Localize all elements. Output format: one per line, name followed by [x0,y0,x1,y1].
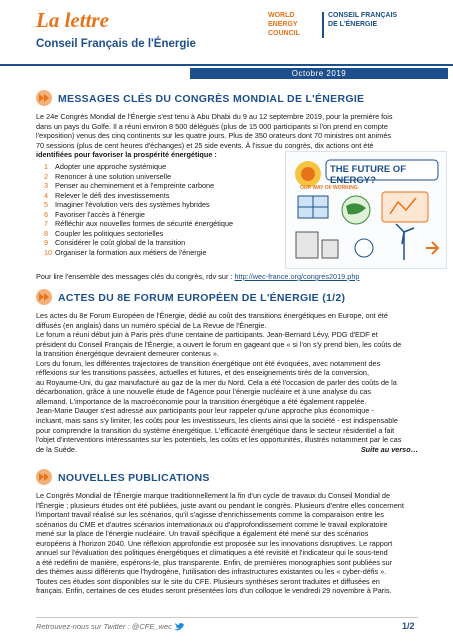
section3-title: NOUVELLES PUBLICATIONS [58,472,210,484]
section1-intro-line: dans un pays du Golfe. Il a réuni environ 8 500 délégués (plus de 15 000 participants si l'on prend en compte [36,121,388,131]
section2-line: décarbonation, grâce à une nouvelle étude de l'Agence pour l'énergie nucléaire et à une analyse du cas [36,387,372,397]
arrow-icon [426,242,438,254]
illustration-title: THE FUTURE OF ENERGY? [330,164,406,186]
section2-line: incluant, mais sans s'y limiter, les coûts pour les investisseurs, les clients ainsi que la société - est indispensable [36,416,398,426]
section3-line: l'important travail réalisé sur les scénarios, qu'il s'agisse d'enrichissements comme la comparaison entre les [36,510,384,520]
section1-intro-line: Le 24e Congrès Mondial de l'Énergie s'est tenu à Abu Dhabi du 9 au 12 septembre 2019, pour la première fois [36,112,393,121]
section2-line: de la Suède. Suite au verso… [36,444,418,454]
section2-line: allemand. L'importance de la macroéconomie pour la transition énergétique a été également rappelée. [36,396,367,406]
newsletter-title: La lettre [36,8,109,32]
section2-line: président du Conseil Français de l'Énergie, a ouvert le forum en gageant que « si l'on s'y prend bien, les coûts de [36,339,402,349]
illustration-subtitle: OUR WAY OF WORKING [300,185,358,191]
section2-title: ACTES DU 8E FORUM EUROPÉEN DE L'ÉNERGIE (1/2) [58,292,346,304]
section2-line: au Royaume-Uni, du gaz manufacturé au gaz de la mer du Nord. Cela a été l'occasion de parler des coûts de la [36,377,397,387]
section1-intro-line: identifiées pour favoriser la prospérité énergétique : [36,150,217,160]
list-item: 2 Renoncer à une solution universelle [44,171,172,181]
issue-date: Octobre 2019 [190,68,448,79]
list-item: 6 Favoriser l'accès à l'énergie [44,209,145,219]
logo-separator [322,12,324,38]
logo-line-2: ENERGY [268,21,298,28]
page-number: 1/2 [402,621,415,631]
list-item: 8 Coupler les politiques sectorielles [44,228,164,238]
person-icon [355,239,373,257]
twitter-footer-text: Retrouvez-nous sur Twitter : @CFE_wec [36,622,172,631]
twitter-bird-icon[interactable] [174,623,184,631]
list-item: 10 Organiser la formation aux métiers de l'énergie [44,247,207,257]
section3-line: Toutes ces études sont disponibles sur le site du CFE. Plusieurs synthèses seront traduites et diffusées en [36,576,380,586]
logo-line-1: WORLD [268,12,295,19]
section1-intro-line: l'exposition) venus des cinq continents sur les quatre jours. Plus de 350 orateurs dont 70 ministres ont animés [36,131,392,141]
section3-line: annuel sur l'évaluation des politiques énergétiques et climatiques a été revisité et l'indicateur qui le sous-tend [36,548,388,558]
section3-line: l'Énergie ; plusieurs études ont été publiées, juste avant ou pendant le congrès. Plusieurs d'entre elles concernent [36,500,404,510]
section2-line: Les actes du 8e Forum Européen de l'Énergie, dédié au coût des transitions énergétiques en Europe, ont été [36,311,388,320]
section2-line: Lors du forum, les différentes trajectoires de transition énergétique ont été évoquées, avec notamment des [36,358,381,368]
section3-body [36,491,418,596]
list-item: 9 Considérer le coût global de la transition [44,238,186,247]
double-chevron-right-icon [36,289,52,305]
section3-line: des thèmes aussi différents que l'hydrogène, l'utilisation des infrastructures existantes ou les « cyber-défis ». [36,567,387,577]
list-item: 5 Imaginer l'évolution vers des systèmes hybrides [44,200,210,209]
section2-line: Jean-Marie Dauger s'est adressé aux participants pour leur rappeler qu'une approche plus économique - [36,406,374,416]
logo-org-line-2: DE L'ÉNERGIE [328,21,378,28]
future-of-energy-illustration [285,151,447,269]
logo-org-line-1: CONSEIL FRANÇAIS [328,12,398,19]
section1-footer-text: Pour lire l'ensemble des messages clés du congrès, rdv sur : [36,272,235,281]
continued-note: Suite au verso… [360,444,418,454]
section2-line: diffusés (en anglais) dans un numéro spécial de La Revue de l'Énergie. [36,320,267,330]
section3-line: a été redéfini de manière, espérons-le, plus transparente. Enfin, de premières monographies sont publiées sur [36,557,393,567]
twitter-footer [36,622,184,631]
section2-line: pour comprendre la transition du système énergétique. L'efficacité énergétique dans le secteur résidentiel a fait [36,425,395,435]
double-chevron-right-icon [36,469,52,485]
section2-line: Le forum a réuni début juin à Paris près d'une centaine de participants. Jean-Bernard Lévy, PDG d'EDF et [36,330,378,340]
section2-line: l'objet d'interventions intéressantes sur les potentiels, les coûts et les opportunités, illustrés notamment par le cas [36,435,402,445]
double-chevron-right-icon [36,90,52,106]
section2-line: la transition énergétique devraient demeurer contenus ». [36,349,219,359]
section1-title: MESSAGES CLÉS DU CONGRÈS MONDIAL DE L'ÉNERGIE [58,93,365,105]
section3-line: scénarios du CME et d'autres scénarios internationaux ou d'approfondissement comme le travail exploratoire [36,519,388,529]
section1-intro-line: 70 sessions (plus de cent heures d'échanges) et 25 side events. À l'issue du congrès, dix actions ont été [36,140,374,150]
section2-line: réflexions sur les transitions passées, actuelles et futures, et des enseignements tirés de la conversion, [36,368,369,378]
section1-footer [36,272,418,282]
congress-link[interactable]: http://wec-france.org/congres2019.php [234,272,360,281]
list-item: 1 Adopter une approche systémique [44,162,167,171]
list-item: 4 Relever le défi des investissements [44,190,170,200]
newsletter-subtitle: Conseil Français de l'Énergie [36,38,196,50]
actions-list [44,162,284,257]
wec-logo [268,12,436,54]
footer-divider [36,617,418,618]
section2-body [36,311,418,454]
list-item: 3 Penser au cheminement et à l'empreinte carbone [44,181,215,190]
section3-line: français. Enfin, certaines de ces études seront présentées lors d'un colloque le vendredi 29 novembre à Paris. [36,586,392,596]
section3-line: mené sur la place de l'énergie nucléaire. Un travail spécifique a également été mené sur des scénarios [36,529,369,539]
list-item: 7 Réfléchir aux nouvelles formes de sécurité énergétique [44,219,234,228]
logo-line-3: COUNCIL [268,30,300,37]
building-icon [296,232,318,258]
section3-line: européens à l'horizon 2040. Une réflexion approfondie est proposée sur les innovations disruptives. Le rapport [36,538,393,548]
header-divider [0,64,453,66]
section3-line: Le Congrès Mondial de l'Énergie marque traditionnellement la fin d'un cycle de travaux du Conseil Mondial de [36,491,391,500]
